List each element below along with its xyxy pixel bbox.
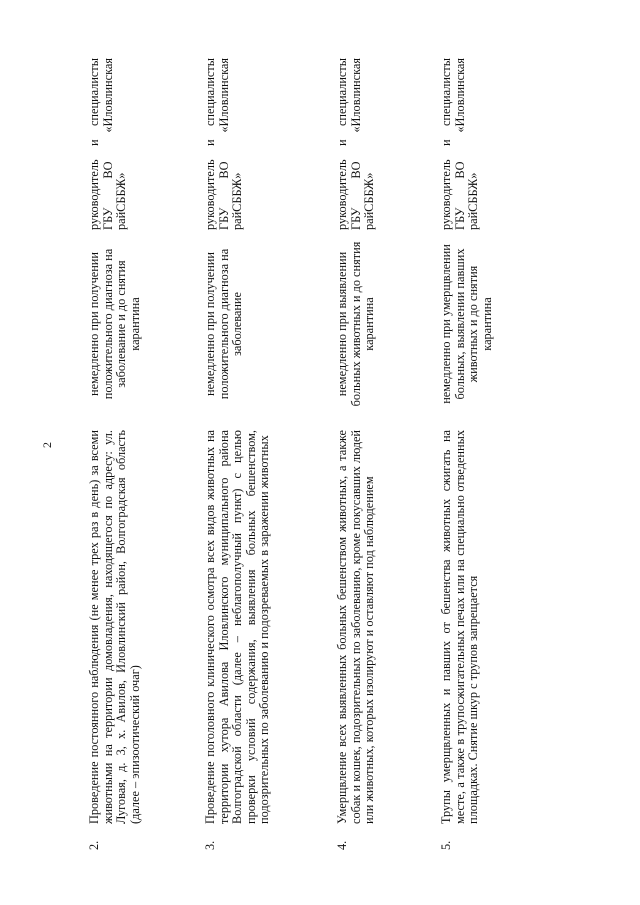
row-number: 2. (87, 840, 101, 850)
page-number: 2 (40, 442, 54, 448)
row-term: немедленно при выявлении больных животных и до снятия карантина (335, 241, 377, 407)
row-number: 3. (203, 840, 217, 850)
row-responsible: руководитель и специалисты ГБУ ВО «Иловлинская райСББЖ» (87, 58, 129, 230)
row-number: 4. (335, 840, 349, 850)
row-term: немедленно при умерщвлении больных, выявлении павших животных и до снятия карантина (439, 244, 494, 404)
row-responsible: руководитель и специалисты ГБУ ВО «Иловлинская райСББЖ» (335, 58, 377, 230)
row-action: Трупы умерщвленных и павших от бешенства животных сжигать на месте, а также в трупосжигательных печах или на специально отведенных площадках. Снятие шкур с трупов запрещается (439, 430, 481, 824)
row-responsible: руководитель и специалисты ГБУ ВО «Иловлинская райСББЖ» (439, 58, 481, 230)
rotated-table (62, 50, 532, 850)
row-number: 5. (439, 840, 453, 850)
row-action: Умерщвление всех выявленных больных бешенством животных, а также собак и кошек, подозрительных по заболеванию, кроме покусавших людей или животных, которых изолируют и оставляют под наблюдением (335, 430, 377, 824)
row-term: немедленно при получении положительного диагноза на заболевание и до снятия карантина (87, 248, 142, 400)
row-term: немедленно при получении положительного диагноза на заболевание (203, 248, 245, 400)
row-action: Проведение постоянного наблюдения (не менее трех раз в день) за всеми животными на территории домовладения, находящегося по адресу: ул. Луговая, д. 3, х. Авилов, Иловлинский район, Волгоградская область (далее – эпизоотический очаг) (87, 430, 142, 824)
row-action: Проведение поголовного клинического осмотра всех видов животных на территории хутора Авилова Иловлинского муниципального района Волгоградской области (далее – неблагополучный пункт) с целью проверки условий содержания, выявления больных бешенством, подозрительных по заболеванию и подозреваемых в заражении животных (203, 430, 272, 824)
row-responsible: руководитель и специалисты ГБУ ВО «Иловлинская райСББЖ» (203, 58, 245, 230)
